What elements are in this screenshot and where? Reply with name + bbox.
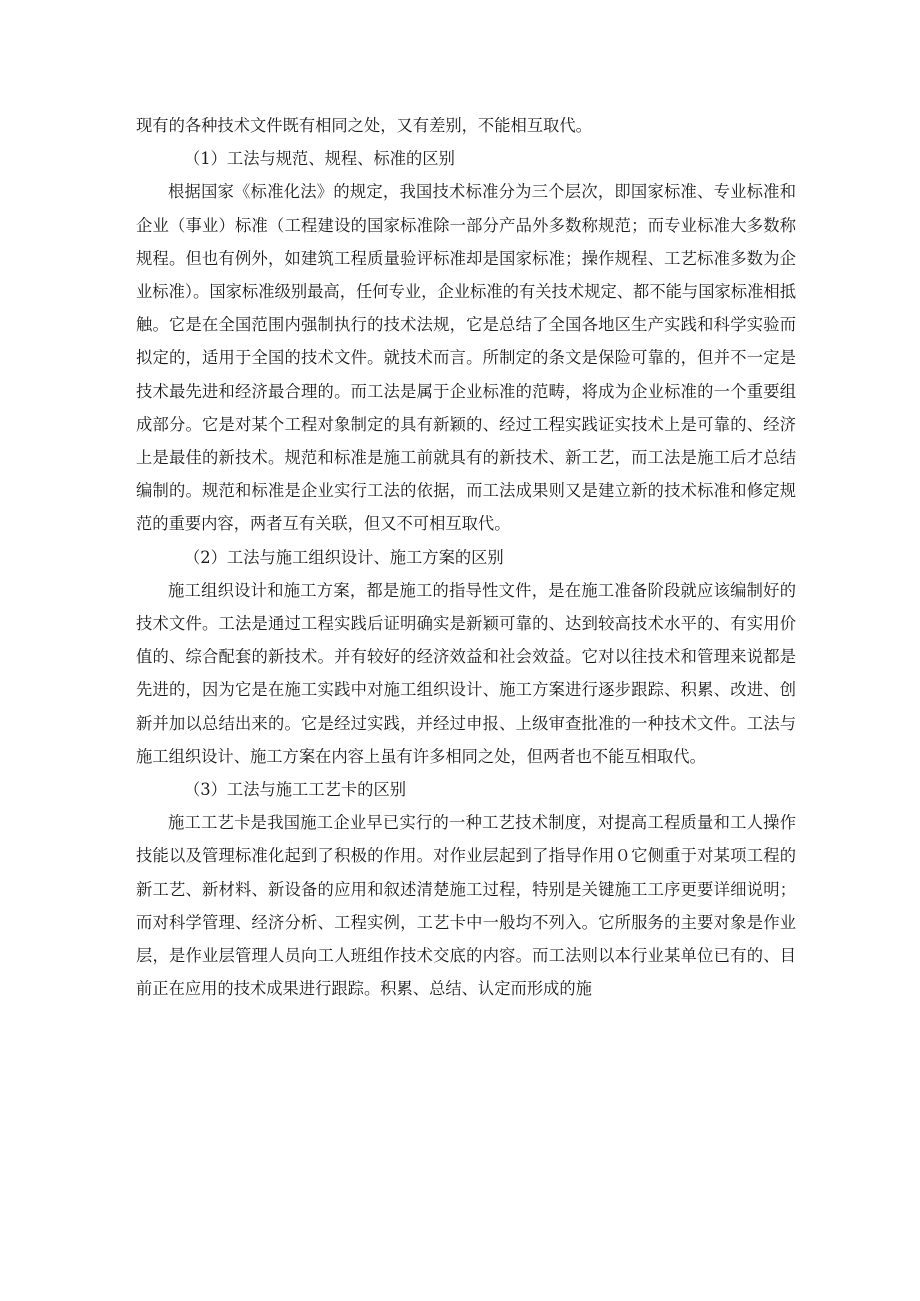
paragraph-process-card: 施工工艺卡是我国施工企业早已实行的一种工艺技术制度，对提高工程质量和工人操作技能以及管理标准化起到了积极的作用。对作业层起到了指导作用０它侧重于对某项工程的新工艺、新材料、新设备的应用和叙述清楚施工过程，特别是关键施工工序更要详细说明；而对科学管理、经济分析、工程实例，工艺卡中一般均不列入。它所服务的主要对象是作业层，是作业层管理人员向工人班组作技术交底的内容。而工法则以本行业某单位已有的、目前正在应用的技术成果进行跟踪。积累、总结、认定而形成的施 bbox=[136, 813, 796, 999]
section-heading-2: （2）工法与施工组织设计、施工方案的区别 bbox=[184, 547, 504, 567]
section-heading-1: （1）工法与规范、规程、标准的区别 bbox=[184, 149, 455, 169]
paragraph-standards: 根据国家《标准化法》的规定，我国技术标准分为三个层次，即国家标准、专业标准和企业（事业）标准（工程建设的国家标准除一部分产品外多数称规范；而专业标准大多数称规程。但也有例外，如建筑工程质量验评标准却是国家标准；操作规程、工艺标准多数为企业标准）。国家标准级别最高，任何专业，企业标准的有关技术规定、都不能与国家标准相抵触。它是在全国范围内强制执行的技术法规，它是总结了全国各地区生产实践和科学实验而拟定的，适用于全国的技术文件。就技术而言。所制定的条文是保险可靠的，但并不一定是技术最先进和经济最合理的。而工法是属于企业标准的范畴，将成为企业标准的一个重要组成部分。它是对某个工程对象制定的具有新颖的、经过工程实践证实技术上是可靠的、经济上是最佳的新技术。规范和标准是施工前就具有的新技术、新工艺，而工法是施工后才总结编制的。规范和标准是企业实行工法的依据，而工法成果则又是建立新的技术标准和修定规范的重要内容，两者互有关联，但又不可相互取代。 bbox=[136, 182, 796, 534]
document-body bbox=[136, 109, 796, 1005]
paragraph-construction-design: 施工组织设计和施工方案，都是施工的指导性文件，是在施工准备阶段就应该编制好的技术文件。工法是通过工程实践后证明确实是新颖可靠的、达到较高技术水平的、有实用价值的、综合配套的新技术。并有较好的经济效益和社会效益。它对以往技术和管理来说都是先进的，因为它是在施工实践中对施工组织设计、施工方案进行逐步跟踪、积累、改进、创新并加以总结出来的。它是经过实践，并经过申报、上级审查批准的一种技术文件。工法与施工组织设计、施工方案在内容上虽有许多相同之处，但两者也不能互相取代。 bbox=[136, 580, 796, 766]
paragraph-intro: 现有的各种技术文件既有相同之处，又有差别，不能相互取代。 bbox=[136, 116, 592, 135]
section-heading-3: （3）工法与施工工艺卡的区别 bbox=[184, 780, 407, 800]
